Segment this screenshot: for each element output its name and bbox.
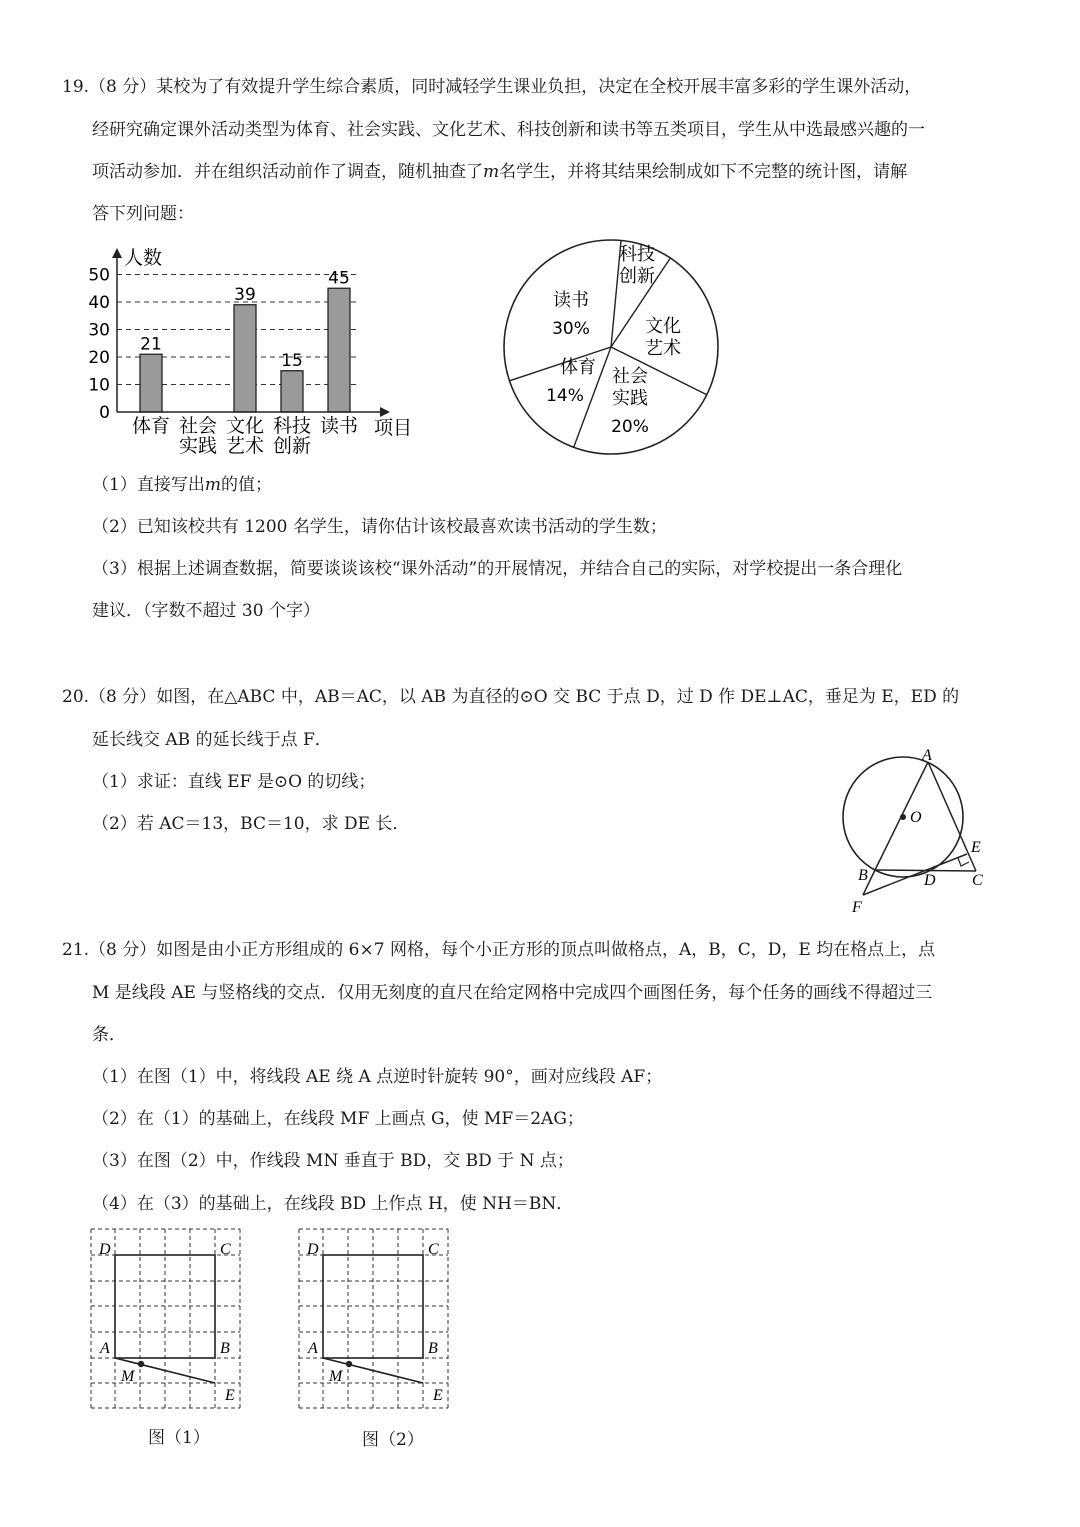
bar-读书: [328, 288, 350, 412]
circle-figure: [830, 740, 1000, 920]
q20-part-2: （2）若 AC＝13，BC＝10，求 DE 长．: [92, 814, 410, 834]
label-e: E: [971, 839, 981, 856]
label-m: M: [121, 1368, 135, 1385]
figure-2-caption: 图（2）: [362, 1430, 424, 1450]
point-m: [346, 1361, 352, 1367]
label-a: A: [308, 1340, 318, 1357]
y-tick-label: 0: [99, 403, 110, 423]
pie-label: 社会: [612, 366, 648, 387]
q21-part-4: （4）在（3）的基础上，在线段 BD 上作点 H，使 NH＝BN．: [92, 1194, 574, 1214]
q19-part-3b: 建议．（字数不超过 30 个字）: [92, 601, 320, 621]
q19-part-1-m: m: [204, 475, 221, 495]
segment-ac: [928, 762, 976, 871]
q19-line-3a: 项活动参加．并在组织活动前作了调查，随机抽查了: [92, 162, 483, 182]
label-d: D: [924, 872, 936, 889]
x-category-label: 读书: [319, 415, 359, 437]
bar-体育: [140, 354, 162, 412]
q19-part-1: [92, 474, 272, 496]
q19-line-1: 19.（8 分）某校为了有效提升学生综合素质，同时减轻学生课业负担，决定在全校开展丰富多彩的学生课外活动，: [62, 77, 922, 97]
q19-line-2: 经研究确定课外活动类型为体育、社会实践、文化艺术、科技创新和读书等五类项目，学生从中选最感兴趣的一: [92, 120, 925, 140]
q20-line-1: 20.（8 分）如图，在△ABC 中，AB＝AC，以 AB 为直径的⊙O 交 BC 于点 D，过 D 作 DE⊥AC，垂足为 E，ED 的: [62, 687, 960, 707]
bar-value-label: 21: [140, 334, 162, 355]
q21-part-1: （1）在图（1）中，将线段 AE 绕 A 点逆时针旋转 90°，画对应线段 AF；: [92, 1067, 663, 1087]
bar-chart: [80, 240, 420, 460]
label-o: O: [910, 809, 922, 826]
point-m: [138, 1361, 144, 1367]
q21-line-1: 21.（8 分）如图是由小正方形组成的 6×7 网格，每个小正方形的顶点叫做格点，A，B，C，D，E 均在格点上，点: [62, 940, 936, 960]
label-d: D: [307, 1241, 319, 1258]
q19-var-m: m: [483, 162, 500, 182]
label-e: E: [433, 1387, 443, 1404]
label-c: C: [972, 872, 983, 889]
x-category-label: 社会: [178, 415, 218, 437]
q19-part-1a: （1）直接写出: [92, 475, 205, 495]
pie-label: 体育: [560, 357, 596, 378]
x-category-label: 科技: [272, 415, 312, 437]
pie-percent-label: 20%: [611, 417, 649, 437]
pie-percent-label: 30%: [552, 319, 590, 339]
y-tick-label: 20: [88, 348, 110, 368]
y-axis-arrow: [112, 248, 122, 258]
segment-fe: [863, 854, 967, 895]
pie-label: 实践: [612, 388, 648, 409]
q21-line-2: M 是线段 AE 与竖格线的交点．仅用无刻度的直尺在给定网格中完成四个画图任务，每个任务的画线不得超过三: [92, 983, 933, 1003]
q21-line-3: 条．: [92, 1025, 126, 1045]
q19-line-3: [92, 161, 907, 183]
grid-figure-2: [296, 1226, 456, 1411]
pie-label: 读书: [553, 290, 589, 311]
y-tick-label: 30: [88, 320, 110, 341]
pie-label: 科技: [619, 244, 655, 265]
y-tick-label: 10: [88, 375, 110, 396]
y-tick-label: 40: [88, 293, 110, 313]
right-angle-mark: [958, 858, 969, 866]
label-a: A: [922, 747, 932, 764]
pie-percent-label: 14%: [546, 386, 584, 406]
label-b: B: [220, 1340, 230, 1357]
q19-line-4: 答下列问题：: [92, 204, 194, 224]
label-e: E: [225, 1387, 235, 1404]
q19-line-3b: 名学生，并将其结果绘制成如下不完整的统计图，请解: [499, 162, 908, 182]
x-category-label: 艺术: [225, 435, 265, 457]
pie-label: 文化: [645, 316, 681, 337]
x-category-label: 体育: [131, 415, 171, 437]
grid-figure-1: [88, 1226, 248, 1411]
q19-part-3: （3）根据上述调查数据，简要谈谈该校“课外活动”的开展情况，并结合自己的实际，对学校提出一条合理化: [92, 559, 903, 579]
label-c: C: [428, 1241, 439, 1258]
figure-1-caption: 图（1）: [148, 1428, 210, 1448]
q20-part-1: （1）求证：直线 EF 是⊙O 的切线；: [92, 772, 376, 792]
bar-科技创新: [281, 371, 303, 412]
q19-part-2: （2）已知该校共有 1200 名学生，请你估计该校最喜欢读书活动的学生数；: [92, 517, 667, 537]
q21-part-2: （2）在（1）的基础上，在线段 MF 上画点 G，使 MF＝2AG；: [92, 1109, 584, 1129]
y-tick-label: 50: [88, 265, 110, 286]
label-f: F: [852, 899, 862, 916]
y-axis-title: 人数: [124, 247, 163, 269]
center-dot: [900, 814, 906, 820]
x-axis-title: 项目: [374, 417, 413, 439]
label-b: B: [428, 1340, 438, 1357]
bar-value-label: 45: [328, 268, 350, 289]
pie-label: 创新: [619, 266, 655, 287]
q19-part-1b: 的值；: [220, 475, 272, 495]
label-b: B: [858, 867, 868, 884]
bar-文化艺术: [234, 305, 256, 412]
x-category-label: 实践: [178, 435, 218, 457]
pie-label: 艺术: [645, 338, 681, 359]
bar-value-label: 15: [281, 350, 303, 371]
x-axis-arrow: [380, 407, 390, 417]
x-category-label: 文化: [225, 415, 265, 437]
x-category-label: 创新: [272, 435, 312, 457]
pie-chart: [500, 234, 730, 460]
label-m: M: [329, 1368, 343, 1385]
label-c: C: [220, 1241, 231, 1258]
q20-line-2: 延长线交 AB 的延长线于点 F．: [92, 730, 332, 750]
label-d: D: [99, 1241, 111, 1258]
bar-value-label: 39: [234, 284, 256, 305]
label-a: A: [100, 1340, 110, 1357]
q21-part-3: （3）在图（2）中，作线段 MN 垂直于 BD，交 BD 于 N 点；: [92, 1151, 574, 1171]
